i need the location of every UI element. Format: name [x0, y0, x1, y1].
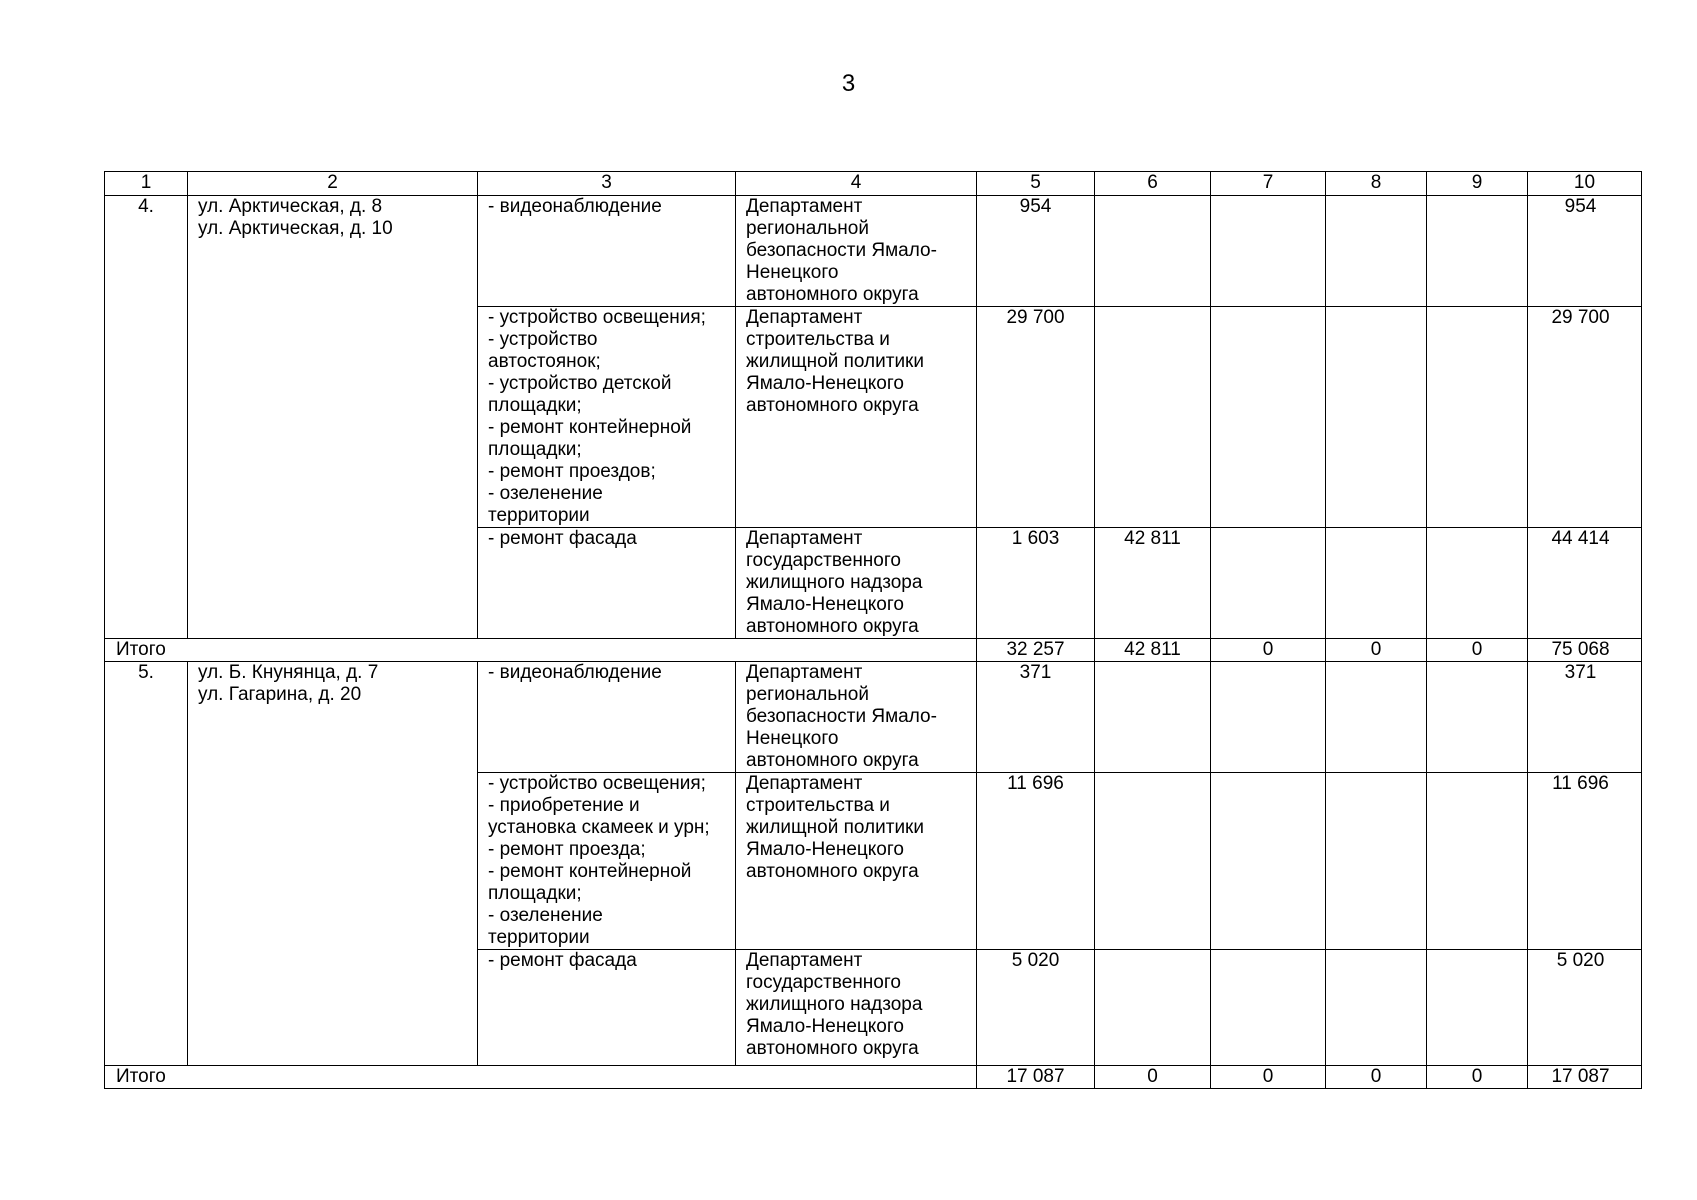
amount-col9	[1427, 307, 1528, 528]
total-row	[105, 639, 1642, 662]
department-line: региональной	[746, 684, 869, 705]
works-line: - ремонт фасада	[488, 528, 637, 549]
header-row	[105, 172, 1642, 196]
department-line: автономного округа	[746, 616, 919, 637]
amount-col6	[1095, 196, 1211, 307]
amount-col6	[1095, 773, 1211, 950]
table-row	[105, 196, 1642, 307]
amount-col5: 11 696	[977, 773, 1095, 950]
amount-col5: 1 603	[977, 528, 1095, 639]
work-plan-table	[104, 171, 1642, 1089]
department-line: жилищной политики	[746, 817, 924, 838]
header-cell: 1	[105, 172, 188, 196]
works-line: - ремонт проездов;	[488, 461, 656, 482]
department-line: автономного округа	[746, 750, 919, 771]
department-line: Ненецкого	[746, 262, 839, 283]
header-cell: 6	[1095, 172, 1211, 196]
total-col7: 0	[1211, 1066, 1326, 1089]
row-number: 4.	[105, 196, 188, 639]
department-line: государственного	[746, 972, 901, 993]
works-cell	[478, 307, 736, 528]
department-line: автономного округа	[746, 1038, 919, 1059]
amount-col10: 371	[1528, 662, 1642, 773]
address-line: ул. Арктическая, д. 10	[198, 218, 393, 239]
amount-col5: 371	[977, 662, 1095, 773]
works-line: - устройство	[488, 329, 598, 350]
department-line: Департамент	[746, 307, 863, 328]
total-col8: 0	[1326, 639, 1427, 662]
amount-col7	[1211, 307, 1326, 528]
department-line: автономного округа	[746, 395, 919, 416]
address-line: ул. Арктическая, д. 8	[198, 196, 383, 217]
amount-col9	[1427, 773, 1528, 950]
total-col5: 17 087	[977, 1066, 1095, 1089]
works-line: территории	[488, 927, 590, 948]
department-line: Ямало-Ненецкого	[746, 594, 904, 615]
department-line: строительства и	[746, 795, 890, 816]
works-line: территории	[488, 505, 590, 526]
header-cell: 2	[188, 172, 478, 196]
works-line: - озеленение	[488, 905, 603, 926]
header-cell: 7	[1211, 172, 1326, 196]
amount-col8	[1326, 662, 1427, 773]
total-label: Итого	[105, 1066, 977, 1089]
address-line: ул. Б. Кнунянца, д. 7	[198, 662, 379, 683]
amount-col8	[1326, 196, 1427, 307]
department-cell	[736, 662, 977, 773]
works-cell	[478, 950, 736, 1066]
department-line: региональной	[746, 218, 869, 239]
amount-col9	[1427, 528, 1528, 639]
department-line: Департамент	[746, 196, 863, 217]
works-line: площадки;	[488, 439, 582, 460]
works-line: - приобретение и	[488, 795, 640, 816]
amount-col8	[1326, 307, 1427, 528]
works-line: - ремонт проезда;	[488, 839, 646, 860]
total-col10: 75 068	[1528, 639, 1642, 662]
address-cell	[188, 662, 478, 1066]
department-cell	[736, 950, 977, 1066]
amount-col8	[1326, 773, 1427, 950]
department-line: жилищной политики	[746, 351, 924, 372]
total-col9: 0	[1427, 1066, 1528, 1089]
department-line: безопасности Ямало-	[746, 706, 937, 727]
works-line: - устройство детской	[488, 373, 672, 394]
address-line: ул. Гагарина, д. 20	[198, 684, 362, 705]
works-line: установка скамеек и урн;	[488, 817, 710, 838]
works-line: - устройство освещения;	[488, 773, 706, 794]
total-label: Итого	[105, 639, 977, 662]
works-line: - ремонт контейнерной	[488, 417, 692, 438]
table-row	[105, 662, 1642, 773]
department-line: Ямало-Ненецкого	[746, 1016, 904, 1037]
amount-col10: 5 020	[1528, 950, 1642, 1066]
address-cell	[188, 196, 478, 639]
amount-col10: 44 414	[1528, 528, 1642, 639]
department-cell	[736, 773, 977, 950]
total-col9: 0	[1427, 639, 1528, 662]
amount-col10: 11 696	[1528, 773, 1642, 950]
works-line: - ремонт фасада	[488, 950, 637, 971]
department-line: Департамент	[746, 528, 863, 549]
department-line: Департамент	[746, 773, 863, 794]
amount-col8	[1326, 950, 1427, 1066]
works-line: площадки;	[488, 883, 582, 904]
department-cell	[736, 196, 977, 307]
page-number: 3	[841, 70, 856, 97]
amount-col10: 954	[1528, 196, 1642, 307]
total-col6: 42 811	[1095, 639, 1211, 662]
department-line: Департамент	[746, 950, 863, 971]
header-cell: 5	[977, 172, 1095, 196]
header-cell: 4	[736, 172, 977, 196]
department-line: строительства и	[746, 329, 890, 350]
total-row	[105, 1066, 1642, 1089]
works-cell	[478, 196, 736, 307]
department-cell	[736, 307, 977, 528]
works-cell	[478, 773, 736, 950]
works-line: - видеонаблюдение	[488, 662, 662, 683]
works-line: - озеленение	[488, 483, 603, 504]
department-line: автономного округа	[746, 861, 919, 882]
amount-col7	[1211, 950, 1326, 1066]
total-col8: 0	[1326, 1066, 1427, 1089]
works-line: - устройство освещения;	[488, 307, 706, 328]
amount-col5: 5 020	[977, 950, 1095, 1066]
department-line: государственного	[746, 550, 901, 571]
header-cell: 3	[478, 172, 736, 196]
amount-col7	[1211, 773, 1326, 950]
amount-col8	[1326, 528, 1427, 639]
department-line: Ненецкого	[746, 728, 839, 749]
works-line: - видеонаблюдение	[488, 196, 662, 217]
department-line: Ямало-Ненецкого	[746, 839, 904, 860]
total-col6: 0	[1095, 1066, 1211, 1089]
total-col7: 0	[1211, 639, 1326, 662]
amount-col9	[1427, 662, 1528, 773]
amount-col6	[1095, 307, 1211, 528]
amount-col5: 954	[977, 196, 1095, 307]
total-col10: 17 087	[1528, 1066, 1642, 1089]
works-line: - ремонт контейнерной	[488, 861, 692, 882]
amount-col6: 42 811	[1095, 528, 1211, 639]
department-line: жилищного надзора	[746, 994, 923, 1015]
amount-col9	[1427, 196, 1528, 307]
amount-col9	[1427, 950, 1528, 1066]
works-line: площадки;	[488, 395, 582, 416]
department-line: Департамент	[746, 662, 863, 683]
amount-col7	[1211, 662, 1326, 773]
department-cell	[736, 528, 977, 639]
department-line: безопасности Ямало-	[746, 240, 937, 261]
row-number: 5.	[105, 662, 188, 1066]
department-line: автономного округа	[746, 284, 919, 305]
amount-col10: 29 700	[1528, 307, 1642, 528]
amount-col7	[1211, 528, 1326, 639]
amount-col7	[1211, 196, 1326, 307]
works-cell	[478, 528, 736, 639]
header-cell: 8	[1326, 172, 1427, 196]
header-cell: 9	[1427, 172, 1528, 196]
works-line: автостоянок;	[488, 351, 601, 372]
works-cell	[478, 662, 736, 773]
amount-col6	[1095, 662, 1211, 773]
department-line: Ямало-Ненецкого	[746, 373, 904, 394]
amount-col6	[1095, 950, 1211, 1066]
header-cell: 10	[1528, 172, 1642, 196]
total-col5: 32 257	[977, 639, 1095, 662]
department-line: жилищного надзора	[746, 572, 923, 593]
amount-col5: 29 700	[977, 307, 1095, 528]
